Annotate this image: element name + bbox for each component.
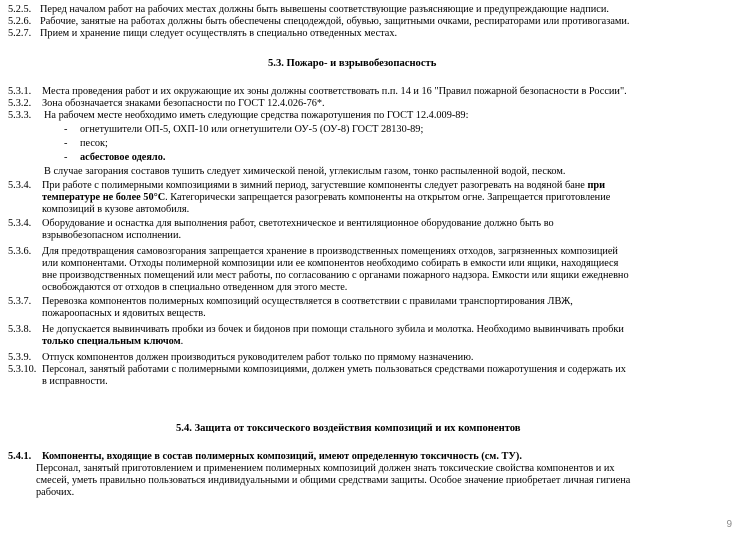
item-text: в исправности. <box>42 376 108 387</box>
item-text: Рабочие, занятые на работах должны быть обеспечены спецодеждой, обувью, защитными очками, респираторами или противогазами. <box>40 16 630 27</box>
paragraph-text: смесей, уметь правильно пользоваться индивидуальными и общими средствами защиты. Особое значение приобретает личная гигиена <box>36 475 631 486</box>
item-number: 5.3.7. <box>8 296 32 307</box>
section-heading-5-3: 5.3. Пожаро- и взрывобезопасность <box>268 58 437 69</box>
paragraph-text: Персонал, занятый приготовлением и применением полимерных композиций должен знать токсические свойства компонентов и их <box>36 463 615 474</box>
item-number: 5.3.2. <box>8 98 32 109</box>
item-text: взрывобезопасном исполнении. <box>42 230 182 241</box>
item-number: 5.3.8. <box>8 324 32 335</box>
bullet-dash: - <box>64 138 68 149</box>
item-number: 5.3.6. <box>8 246 32 257</box>
item-number: 5.2.5. <box>8 4 32 15</box>
item-text: освобождаются от отходов в специально отведенном для этого месте. <box>42 282 348 293</box>
item-text: Прием и хранение пищи следует осуществлять в специально отведенных местах. <box>40 28 398 39</box>
item-text: Для предотвращения самовозгорания запрещается хранение в производственных помещениях отходов, загрязненных композицией <box>42 246 618 257</box>
bullet-text: асбестовое одеяло. <box>80 152 166 163</box>
item-number: 5.4.1. <box>8 451 32 462</box>
item-text: Компоненты, входящие в состав полимерных композиций, имеют определенную токсичность (см. ТУ). <box>42 451 522 462</box>
item-text: вне производственных помещений или мест работы, по согласованию с органами пожарного надзора. Емкости или ящики ежедневно <box>42 270 629 281</box>
paragraph-text: рабочих. <box>36 487 75 498</box>
item-text: Не допускается вывинчивать пробки из бочек и бидонов при помощи стального зубила и молотка. Необходимо вывинчивать пробки <box>42 324 624 335</box>
item-text: температуре не более 50°С. Категорически запрещается разогревать компоненты на открытом огне. Запрещается приготовление <box>42 192 611 203</box>
item-text: пожароопасных и ядовитых веществ. <box>42 308 206 319</box>
item-text: композиций в кузове автомобиля. <box>42 204 190 215</box>
item-text: Оборудование и оснастка для выполнения работ, светотехническое и вентиляционное оборудование должно быть во <box>42 218 554 229</box>
item-text: Места проведения работ и их окружающие их зоны должны соответствовать п.п. 14 и 16 "Правил пожарной безопасности в России". <box>42 86 627 97</box>
item-text: Зона обозначается знаками безопасности по ГОСТ 12.4.026-76*. <box>42 98 325 109</box>
item-number: 5.3.4. <box>8 180 32 191</box>
item-text: или компонентами. Отходы полимерной композиции или ее компонентов необходимо собирать в емкости или ящики, находящиеся <box>42 258 619 269</box>
item-number: 5.3.4. <box>8 218 32 229</box>
item-number: 5.3.9. <box>8 352 32 363</box>
page-number: 9 <box>726 519 732 530</box>
section-heading-5-4: 5.4. Защита от токсического воздействия композиций и их компонентов <box>176 423 521 434</box>
item-text: Перевозка компонентов полимерных композиций осуществляется в соответствии с правилами транспортирования ЛВЖ, <box>42 296 573 307</box>
item-text: На рабочем месте необходимо иметь следующие средства пожаротушения по ГОСТ 12.4.009-89: <box>44 110 469 121</box>
bullet-dash: - <box>64 152 68 163</box>
item-text: Отпуск компонентов должен производиться руководителем работ только по прямому назначению. <box>42 352 474 363</box>
item-number: 5.3.1. <box>8 86 32 97</box>
bullet-dash: - <box>64 124 68 135</box>
bullet-text: песок; <box>80 138 108 149</box>
item-number: 5.3.10. <box>8 364 37 375</box>
item-text: только специальным ключом. <box>42 336 184 347</box>
item-text: Перед началом работ на рабочих местах должны быть вывешены соответствующие разъясняющие и предупреждающие надписи. <box>40 4 609 15</box>
item-number: 5.3.3. <box>8 110 32 121</box>
item-number: 5.2.7. <box>8 28 32 39</box>
item-number: 5.2.6. <box>8 16 32 27</box>
item-text: Персонал, занятый работами с полимерными композициями, должен уметь пользоваться средствами пожаротушения и содержать их <box>42 364 626 375</box>
item-text: При работе с полимерными композициями в зимний период, загустевшие компоненты следует разогревать на водяной бане при <box>42 180 606 191</box>
bullet-text: огнетушители ОП-5, ОХП-10 или огнетушители ОУ-5 (ОУ-8) ГОСТ 28130-89; <box>80 124 424 135</box>
fire-note-text: В случае загорания составов тушить следует химической пеной, углекислым газом, тонко распыленной водой, песком. <box>44 166 566 177</box>
